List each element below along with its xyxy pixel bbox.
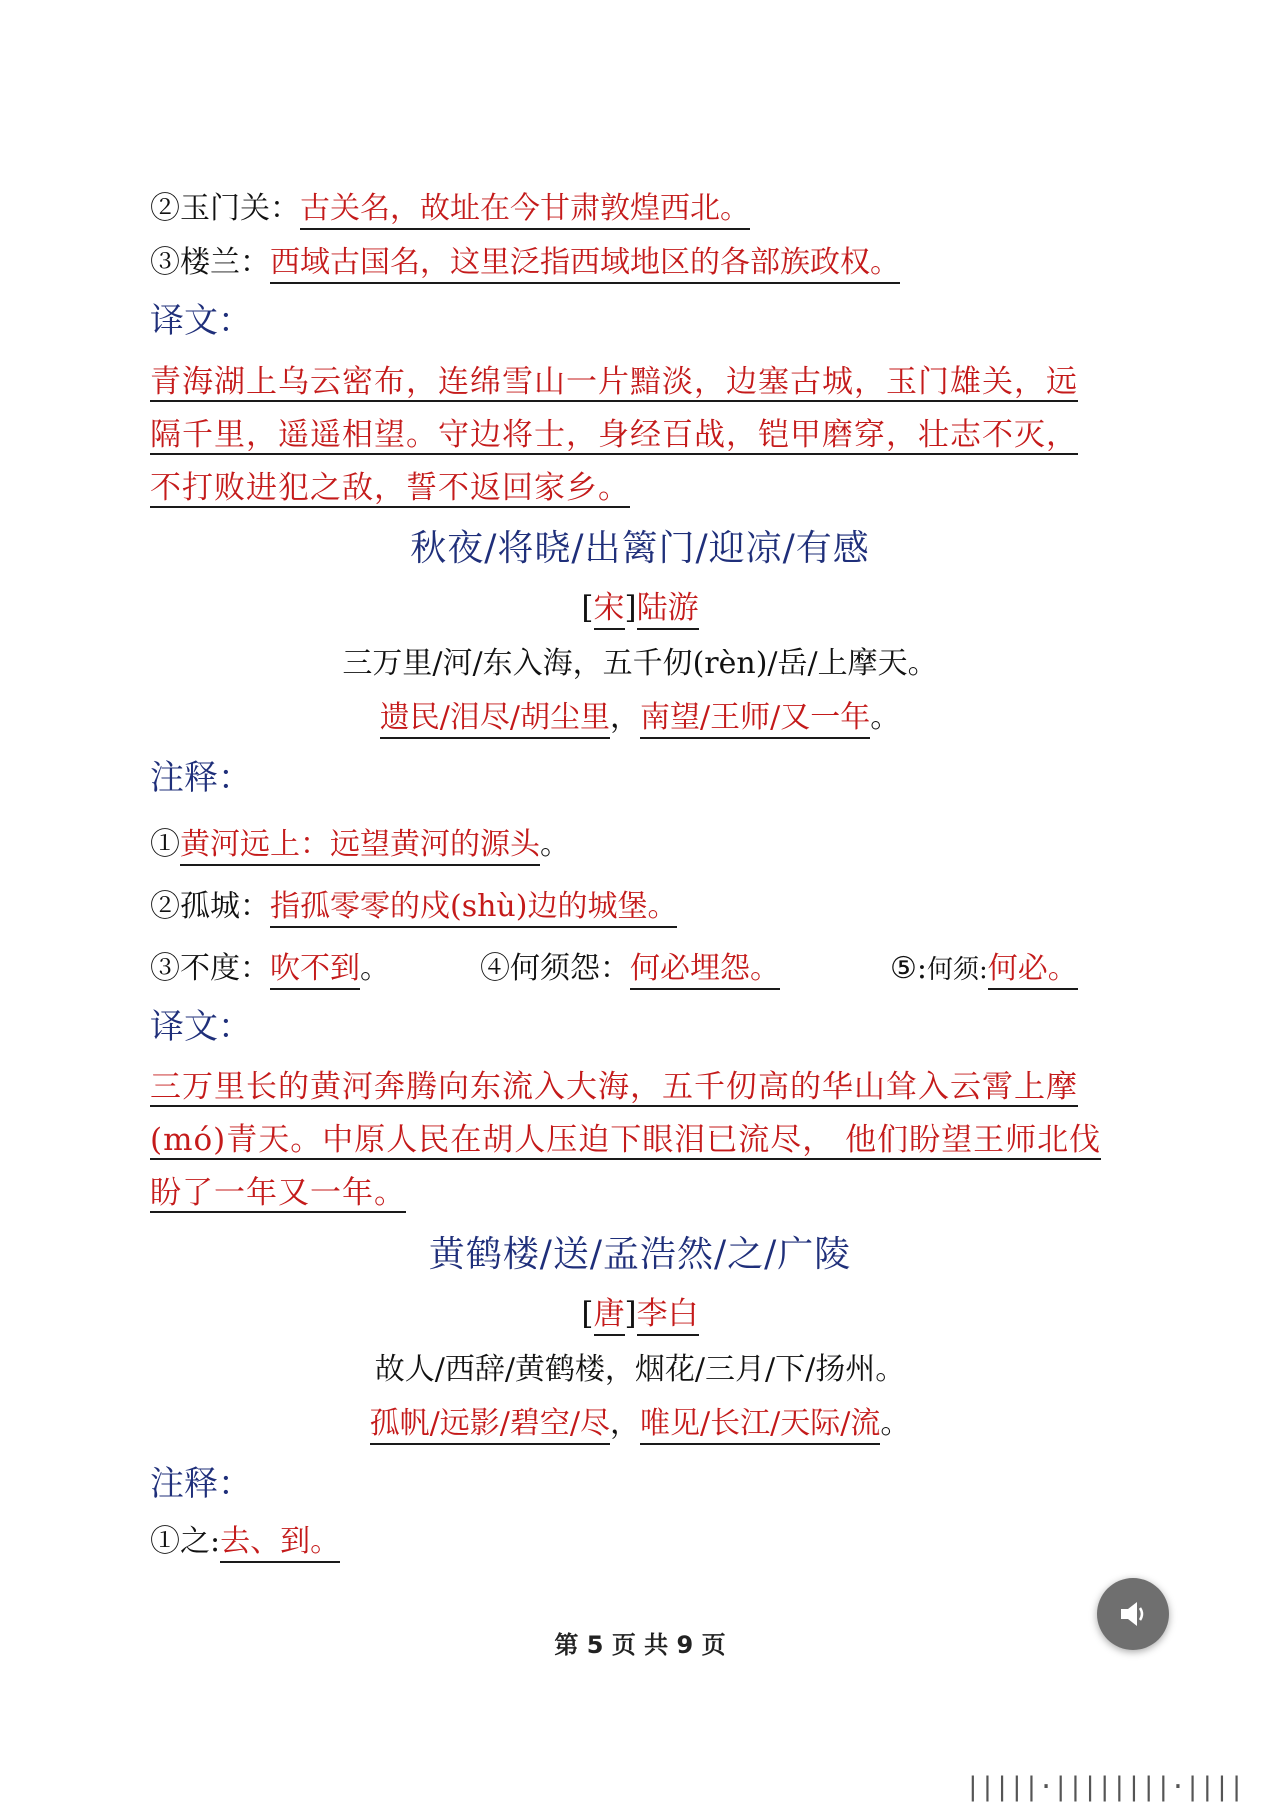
translation-paragraph (150, 356, 1145, 515)
note-label: ③楼兰： (150, 245, 270, 280)
note-punct: 。 (540, 827, 570, 862)
poem-line-2 (0, 695, 1280, 741)
speaker-icon (1115, 1596, 1151, 1632)
poem-punct: ， (610, 700, 640, 735)
poem-line-1: 三万里/河/东入海，五千仞(rèn)/岳/上摩天。 (342, 646, 938, 681)
audio-button[interactable] (1097, 1578, 1169, 1650)
poem-half: 孤帆/远影/碧空/尽 (370, 1406, 610, 1445)
poem-line-2 (0, 1401, 1280, 1447)
translation-line: 青海湖上乌云密布，连绵雪山一片黯淡，边塞古城，玉门雄关，远 (150, 364, 1078, 400)
note-2 (150, 884, 1145, 930)
poem-half: 南望/王师/又一年 (640, 700, 870, 739)
notes-heading: 注释： (150, 1464, 252, 1504)
note-label: ① (150, 827, 180, 862)
poem-punct: ， (610, 1406, 640, 1441)
note-label: ①之: (150, 1524, 221, 1559)
note-text: 指孤零零的戍(shù)边的城堡。 (270, 889, 677, 928)
poem-half: 遗民/泪尽/胡尘里 (380, 700, 610, 739)
translation-line: 不打败进犯之敌，誓不返回家乡。 (150, 470, 630, 506)
note-label: ②玉门关： (150, 191, 300, 226)
poem-punct: 。 (880, 1406, 911, 1441)
note-label: ⑤: (890, 951, 928, 986)
poem-author: [宋]陆游 (0, 585, 1280, 631)
poem-title: 秋夜/将晓/出篱门/迎凉/有感 (410, 528, 870, 569)
dynasty: 宋 (594, 590, 625, 630)
author-name: 陆游 (637, 590, 699, 630)
poem-author: [唐]李白 (0, 1291, 1280, 1337)
note-punct: 。 (360, 951, 390, 986)
note-label: ④何须怨： (480, 951, 630, 986)
note-1 (150, 822, 1145, 868)
dynasty: 唐 (594, 1296, 625, 1336)
note-label: 何须: (927, 955, 988, 985)
poem-line-1: 故人/西辞/黄鹤楼，烟花/三月/下/扬州。 (374, 1352, 906, 1387)
page-footer: 第 5 页 共 9 页 (554, 1631, 726, 1659)
poem-punct: 。 (870, 700, 901, 735)
watermark-text: |||||·||||||||·|||| (965, 1772, 1244, 1802)
note-text: 何必。 (988, 951, 1078, 990)
note-label: ③不度： (150, 951, 270, 986)
translation-line: 盼了一年又一年。 (150, 1175, 406, 1211)
notes-3-5 (150, 946, 1145, 993)
note-text: 吹不到 (270, 951, 360, 990)
note-label: ②孤城： (150, 889, 270, 924)
poem-half: 唯见/长江/天际/流 (640, 1406, 880, 1445)
note-text: 黄河远上：远望黄河的源头 (180, 827, 540, 866)
translation-line: (mó)青天。中原人民在胡人压迫下眼泪已流尽， 他们盼望王师北伐 (150, 1122, 1102, 1158)
poem-title: 黄鹤楼/送/孟浩然/之/广陵 (428, 1234, 852, 1275)
note-yumenguan (150, 186, 1145, 232)
author-name: 李白 (637, 1296, 699, 1336)
note-loulan (150, 240, 1145, 286)
translation-line: 三万里长的黄河奔腾向东流入大海，五千仞高的华山耸入云霄上摩 (150, 1069, 1078, 1105)
note-text: 古关名，故址在今甘肃敦煌西北。 (300, 191, 750, 230)
note-1 (150, 1519, 1145, 1565)
translation-heading: 译文： (150, 1007, 252, 1047)
note-text: 何必埋怨。 (630, 951, 780, 990)
notes-heading: 注释： (150, 758, 252, 798)
translation-line: 隔千里，遥遥相望。守边将士，身经百战，铠甲磨穿，壮志不灭， (150, 417, 1078, 453)
note-text: 去、到。 (220, 1524, 340, 1563)
translation-paragraph (150, 1061, 1145, 1220)
note-text: 西域古国名，这里泛指西域地区的各部族政权。 (270, 245, 900, 284)
translation-heading: 译文： (150, 301, 252, 341)
